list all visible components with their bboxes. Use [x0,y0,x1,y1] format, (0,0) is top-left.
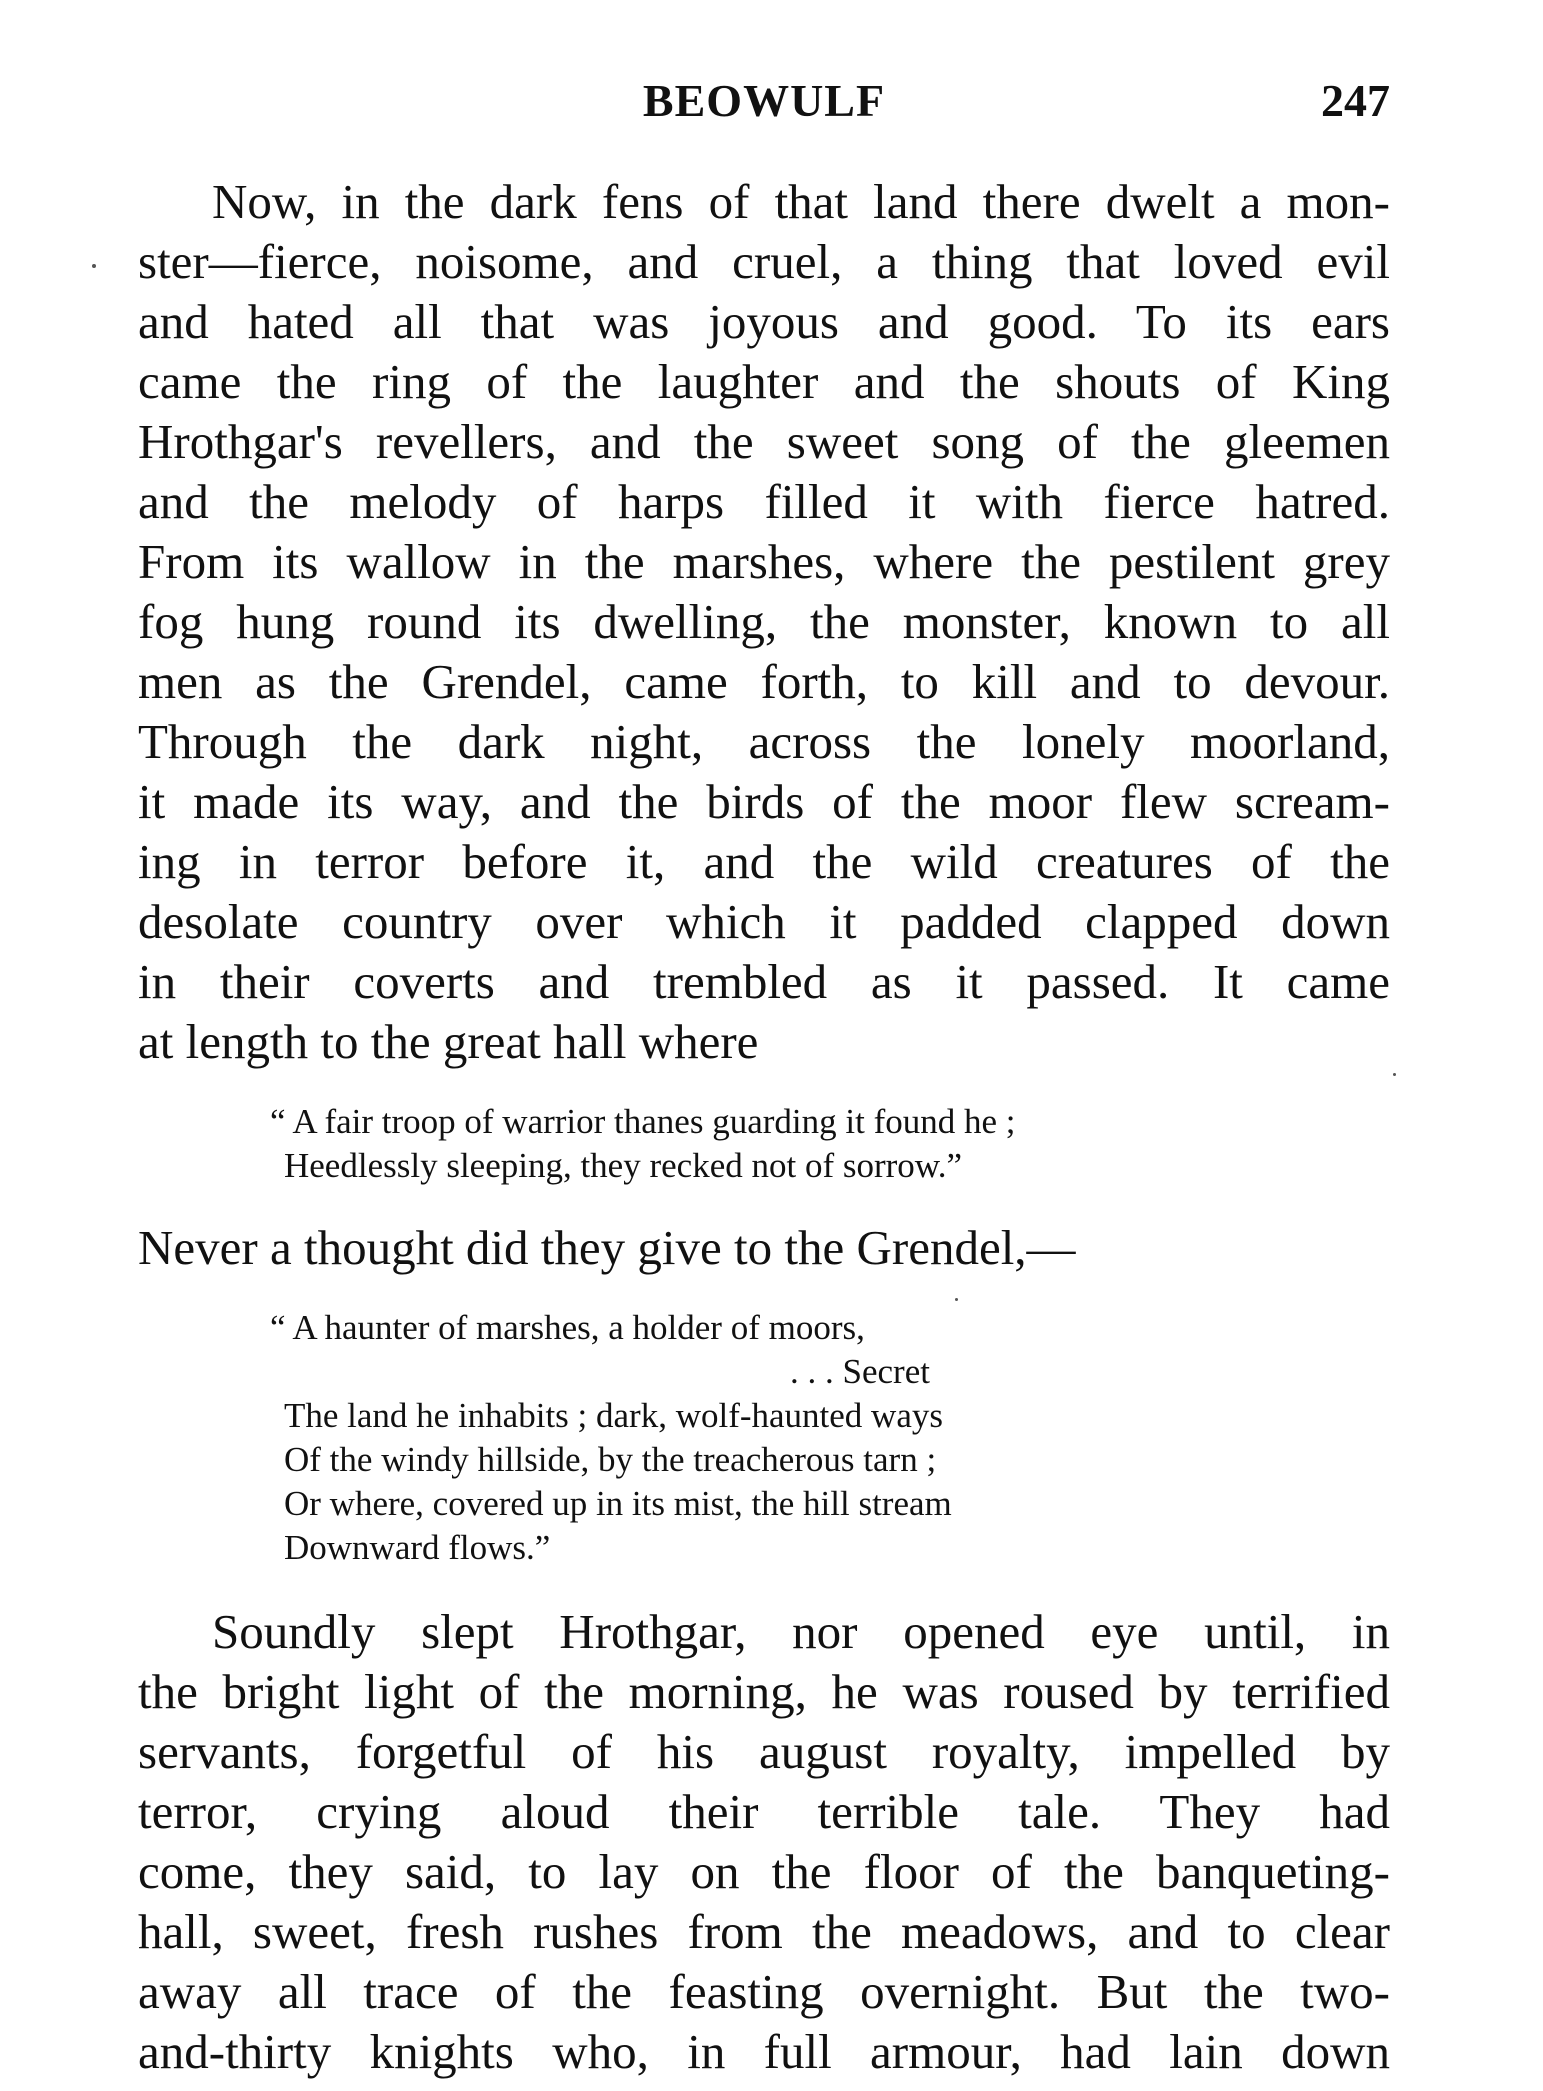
scan-speck [1393,1073,1396,1076]
text-line: Now, in the dark fens of that land there dwelt a mon- [212,174,1390,229]
text-line: Through the dark night, across the lonely moorland, [138,714,1390,769]
scan-speck [955,1298,958,1301]
text-line: it made its way, and the birds of the moor flew scream- [138,774,1390,829]
text-line: away all trace of the feasting overnight. But the two- [138,1964,1390,2019]
text-line: fog hung round its dwelling, the monster, known to all [138,594,1390,649]
verse-line: Or where, covered up in its mist, the hill stream [284,1484,952,1523]
verse-line: “ A haunter of marshes, a holder of moors, [270,1308,865,1347]
verse-line: Of the windy hillside, by the treacherous tarn ; [284,1440,937,1479]
paragraph-hrothgar-roused [138,1602,1390,2082]
text-line: and hated all that was joyous and good. To its ears [138,294,1390,349]
text-line: ing in terror before it, and the wild creatures of the [138,834,1390,889]
scan-speck [92,264,96,268]
text-line: come, they said, to lay on the floor of the banqueting- [138,1844,1390,1899]
text-line: From its wallow in the marshes, where the pestilent grey [138,534,1390,589]
text-line: men as the Grendel, came forth, to kill and to devour. [138,654,1390,709]
text-line: came the ring of the laughter and the shouts of King [138,354,1390,409]
page-number: 247 [1321,75,1390,126]
running-head [138,66,1390,136]
text-line: Hrothgar's revellers, and the sweet song of the gleemen [138,414,1390,469]
text-line: and-thirty knights who, in full armour, had lain down [138,2024,1390,2079]
text-line: at length to the great hall where [138,1014,759,1069]
text-line: in their coverts and trembled as it passed. It came [138,954,1390,1009]
text-line: servants, forgetful of his august royalty, impelled by [138,1724,1390,1779]
paragraph-never-a-thought [138,1218,1390,1278]
verse-quote-haunter [270,1306,1170,1570]
text-line: terror, crying aloud their terrible tale. They had [138,1784,1390,1839]
text-line: desolate country over which it padded clapped down [138,894,1390,949]
verse-line: Downward flows.” [284,1528,551,1567]
text-line: Soundly slept Hrothgar, nor opened eye until, in [212,1604,1390,1659]
verse-line: “ A fair troop of warrior thanes guarding it found he ; [270,1102,1016,1141]
text-line: hall, sweet, fresh rushes from the meadows, and to clear [138,1904,1390,1959]
verse-line: The land he inhabits ; dark, wolf-haunted ways [284,1396,943,1435]
text-line: the bright light of the morning, he was roused by terrified [138,1664,1390,1719]
paragraph-grendel-approach [138,172,1390,1072]
running-title: BEOWULF [642,75,886,126]
verse-line: . . . Secret [790,1352,930,1391]
text-line: Never a thought did they give to the Grendel,— [138,1220,1076,1275]
verse-quote-thanes [270,1100,1170,1188]
text-line: ster—fierce, noisome, and cruel, a thing that loved evil [138,234,1390,289]
text-line: and the melody of harps filled it with fierce hatred. [138,474,1390,529]
verse-line: Heedlessly sleeping, they recked not of sorrow.” [284,1146,963,1185]
